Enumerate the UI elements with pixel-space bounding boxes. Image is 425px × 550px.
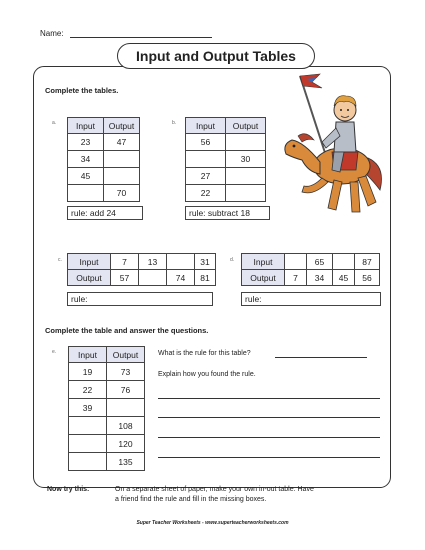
table-a-header-input: Input <box>68 118 104 134</box>
section-heading-complete-tables: Complete the tables. <box>45 86 119 95</box>
answer-line-rule[interactable] <box>275 357 367 358</box>
table-a <box>67 117 140 202</box>
table-e-header-input: Input <box>69 347 107 363</box>
table-cell: 45 <box>333 270 355 286</box>
table-cell-blank[interactable] <box>69 435 107 453</box>
now-try-line-2: a friend find the rule and fill in the missing boxes. <box>115 496 267 503</box>
question-explain: Explain how you found the rule. <box>158 371 256 378</box>
table-cell-blank[interactable] <box>167 254 195 270</box>
table-b-header-output: Output <box>226 118 266 134</box>
table-a-header-output: Output <box>104 118 140 134</box>
table-cell: 31 <box>195 254 216 270</box>
table-cell: 73 <box>107 363 145 381</box>
table-c-label-output: Output <box>68 270 111 286</box>
table-cell: 34 <box>68 151 104 168</box>
table-a-rule: rule: add 24 <box>67 206 143 220</box>
table-a-letter: a. <box>52 120 57 126</box>
table-cell: 19 <box>69 363 107 381</box>
table-c-letter: c. <box>58 257 62 263</box>
table-cell: 76 <box>107 381 145 399</box>
table-b-letter: b. <box>172 120 177 126</box>
table-cell: 65 <box>307 254 333 270</box>
page-title: Input and Output Tables <box>117 43 315 69</box>
table-cell: 7 <box>285 270 307 286</box>
answer-line[interactable] <box>158 437 380 438</box>
question-rule: What is the rule for this table? <box>158 350 251 357</box>
table-cell-blank[interactable] <box>68 185 104 202</box>
table-cell: 108 <box>107 417 145 435</box>
name-field[interactable] <box>70 37 212 38</box>
table-cell: 57 <box>111 270 139 286</box>
table-b-rule: rule: subtract 18 <box>185 206 270 220</box>
table-cell: 87 <box>355 254 380 270</box>
answer-line[interactable] <box>158 398 380 399</box>
table-cell-blank[interactable] <box>226 134 266 151</box>
table-cell-blank[interactable] <box>104 168 140 185</box>
table-d-label-input: Input <box>242 254 285 270</box>
table-d-label-output: Output <box>242 270 285 286</box>
table-cell: 22 <box>186 185 226 202</box>
table-cell-blank[interactable] <box>107 399 145 417</box>
table-cell-blank[interactable] <box>186 151 226 168</box>
section-heading-answer-questions: Complete the table and answer the questions. <box>45 326 209 335</box>
table-cell: 135 <box>107 453 145 471</box>
table-cell: 81 <box>195 270 216 286</box>
table-cell: 70 <box>104 185 140 202</box>
table-cell-blank[interactable] <box>139 270 167 286</box>
answer-line[interactable] <box>158 417 380 418</box>
table-cell: 56 <box>186 134 226 151</box>
table-b <box>185 117 266 202</box>
knight-on-horse-image <box>270 70 388 220</box>
table-cell: 34 <box>307 270 333 286</box>
table-cell: 27 <box>186 168 226 185</box>
table-b-header-input: Input <box>186 118 226 134</box>
footer-credit: Super Teacher Worksheets - www.superteacherworksheets.com <box>136 520 289 526</box>
table-cell-blank[interactable] <box>69 417 107 435</box>
now-try-label: Now try this: <box>47 486 90 493</box>
table-e-header-output: Output <box>107 347 145 363</box>
answer-line[interactable] <box>158 457 380 458</box>
table-cell-blank[interactable] <box>69 453 107 471</box>
table-cell: 7 <box>111 254 139 270</box>
table-cell-blank[interactable] <box>285 254 307 270</box>
table-cell: 74 <box>167 270 195 286</box>
table-e <box>68 346 145 471</box>
table-d <box>241 253 380 286</box>
table-c <box>67 253 216 286</box>
table-cell: 30 <box>226 151 266 168</box>
table-cell: 47 <box>104 134 140 151</box>
table-c-rule: rule: <box>67 292 213 306</box>
now-try-line-1: On a separate sheet of paper, make your own in-out table. Have <box>115 486 314 493</box>
table-cell: 120 <box>107 435 145 453</box>
table-c-label-input: Input <box>68 254 111 270</box>
table-e-letter: e. <box>52 349 57 355</box>
table-cell: 56 <box>355 270 380 286</box>
table-cell: 23 <box>68 134 104 151</box>
name-label: Name: <box>40 29 64 38</box>
table-d-letter: d. <box>230 257 235 263</box>
table-cell: 39 <box>69 399 107 417</box>
table-cell-blank[interactable] <box>226 185 266 202</box>
table-cell: 13 <box>139 254 167 270</box>
table-cell-blank[interactable] <box>333 254 355 270</box>
table-cell: 22 <box>69 381 107 399</box>
table-d-rule: rule: <box>241 292 381 306</box>
table-cell-blank[interactable] <box>226 168 266 185</box>
table-cell-blank[interactable] <box>104 151 140 168</box>
table-cell: 45 <box>68 168 104 185</box>
